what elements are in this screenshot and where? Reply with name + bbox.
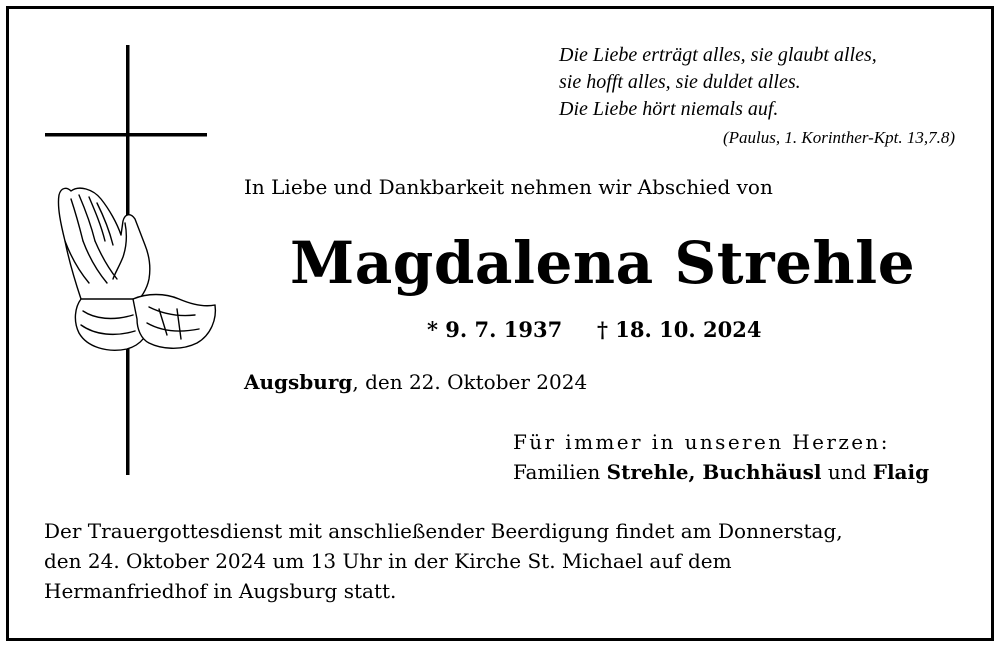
mourners-families bbox=[513, 460, 929, 484]
quote-citation: (Paulus, 1. Korinther-Kpt. 13,7.8) bbox=[723, 128, 955, 147]
service-line: Der Trauergottesdienst mit anschließender Beerdigung findet am Donnerstag, bbox=[44, 519, 843, 543]
mourners-heading: Für immer in unseren Herzen: bbox=[513, 430, 890, 454]
family-name-last: Flaig bbox=[872, 460, 930, 484]
intro-text: In Liebe und Dankbarkeit nehmen wir Abschied von bbox=[244, 175, 773, 199]
place-date bbox=[244, 370, 587, 394]
quote-line: Die Liebe erträgt alles, sie glaubt alles, bbox=[559, 44, 877, 66]
deceased-name: Magdalena Strehle bbox=[290, 229, 916, 297]
praying-hands-icon bbox=[58, 188, 215, 350]
birth-date: * 9. 7. 1937 bbox=[427, 317, 563, 342]
obituary-notice bbox=[6, 6, 994, 641]
date: , den 22. Oktober 2024 bbox=[352, 370, 588, 394]
service-line: den 24. Oktober 2024 um 13 Uhr in der Kirche St. Michael auf dem bbox=[44, 549, 732, 573]
quote-line: sie hofft alles, sie duldet alles. bbox=[559, 71, 801, 93]
family-names: Strehle, Buchhäusl bbox=[606, 460, 822, 484]
service-line: Hermanfriedhof in Augsburg statt. bbox=[44, 579, 397, 603]
families-prefix: Familien bbox=[513, 460, 607, 484]
quote-line: Die Liebe hört niemals auf. bbox=[559, 98, 779, 120]
place: Augsburg bbox=[244, 370, 353, 394]
death-date: † 18. 10. 2024 bbox=[597, 317, 762, 342]
families-conjunction: und bbox=[821, 460, 873, 484]
